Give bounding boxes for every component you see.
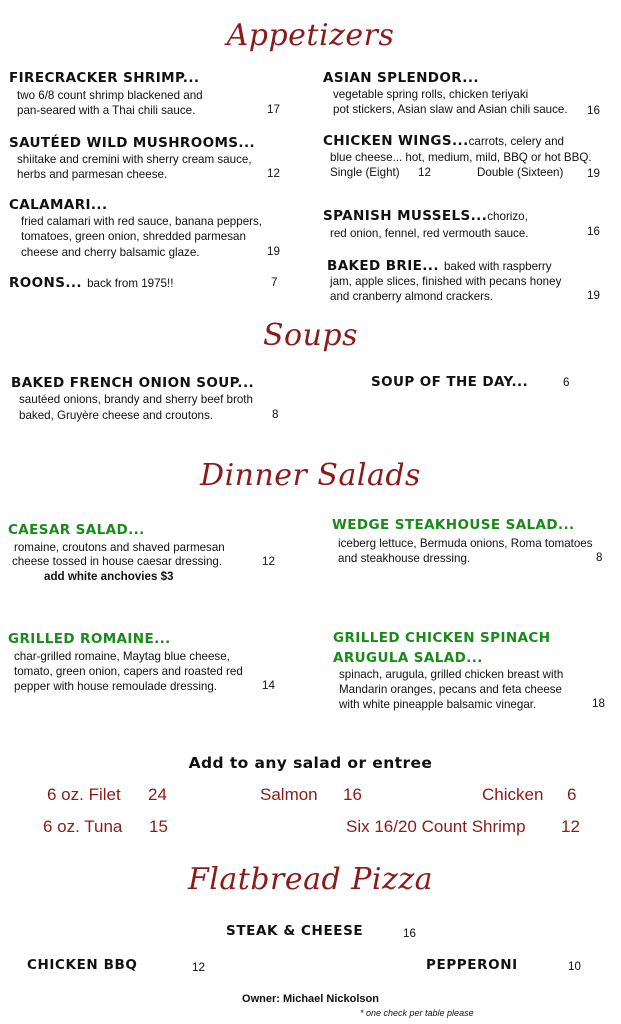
firecracker-shrimp-name: FIRECRACKER SHRIMP... <box>9 70 200 86</box>
soups-title: Soups <box>262 318 359 353</box>
calamari-name: CALAMARI... <box>9 197 108 213</box>
spanish-mussels-name <box>323 208 528 224</box>
calamari-price: 19 <box>267 245 280 258</box>
asian-splendor-desc-1: vegetable spring rolls, chicken teriyaki <box>333 88 529 101</box>
baked-brie-inline-desc: baked with raspberry <box>443 260 552 273</box>
grilled-romaine-desc-3: pepper with house remoulade dressing. <box>14 680 218 693</box>
addon-salmon: Salmon <box>260 785 318 804</box>
addon-filet: 6 oz. Filet <box>47 785 121 804</box>
addons-heading: Add to any salad or entree <box>188 754 433 772</box>
grilled-romaine-desc-2: tomato, green onion, capers and roasted red <box>14 665 243 678</box>
chicken-wings-single-price: 12 <box>418 166 431 179</box>
baked-brie-name <box>327 258 552 274</box>
roons-title: ROONS... <box>9 275 82 291</box>
owner-label: Owner <box>242 993 277 1005</box>
chicken-wings-title: CHICKEN WINGS... <box>323 133 469 149</box>
baked-brie-title: BAKED BRIE... <box>327 258 439 274</box>
addon-filet-price: 24 <box>148 785 167 804</box>
addon-chicken: Chicken <box>482 785 544 804</box>
chicken-spinach-salad-desc-1: spinach, arugula, grilled chicken breast with <box>339 668 564 681</box>
spanish-mussels-inline-desc: chorizo, <box>487 210 528 223</box>
check-note: * one check per table please <box>360 1008 474 1018</box>
dinner-salads-title: Dinner Salads <box>200 458 421 493</box>
grilled-romaine-price: 14 <box>262 679 275 692</box>
owner-line <box>0 993 621 1005</box>
french-onion-soup-price: 8 <box>272 408 279 421</box>
caesar-salad-price: 12 <box>262 555 275 568</box>
soup-of-the-day-name: SOUP OF THE DAY... <box>371 374 529 390</box>
chicken-wings-name <box>323 133 564 149</box>
french-onion-soup-name: BAKED FRENCH ONION SOUP... <box>11 375 255 391</box>
owner-name: : Michael Nickolson <box>276 993 379 1005</box>
pepperoni-pizza: PEPPERONI <box>426 957 518 973</box>
wedge-salad-desc-1: iceberg lettuce, Bermuda onions, Roma tomatoes <box>338 537 593 550</box>
chicken-bbq-pizza: CHICKEN BBQ <box>27 957 138 973</box>
chicken-spinach-salad-desc-3: with white pineapple balsamic vinegar. <box>339 698 537 711</box>
wedge-salad-price: 8 <box>596 551 603 564</box>
spanish-mussels-title: SPANISH MUSSELS... <box>323 208 488 224</box>
wild-mushrooms-desc-2: herbs and parmesan cheese. <box>17 168 168 181</box>
grilled-romaine-desc-1: char-grilled romaine, Maytag blue cheese, <box>14 650 230 663</box>
caesar-anchovies-addon: add white anchovies $3 <box>44 570 174 583</box>
chicken-wings-double: Double (Sixteen) <box>477 166 564 179</box>
chicken-wings-desc-2: blue cheese... hot, medium, mild, BBQ or hot BBQ. <box>330 151 592 164</box>
addon-shrimp: Six 16/20 Count Shrimp <box>346 817 526 836</box>
french-onion-soup-desc-2: baked, Gruyère cheese and croutons. <box>19 409 213 422</box>
asian-splendor-price: 16 <box>587 104 600 117</box>
firecracker-shrimp-desc-1: two 6/8 count shrimp blackened and <box>17 89 203 102</box>
calamari-desc-3: cheese and cherry balsamic glaze. <box>21 246 200 259</box>
addon-salmon-price: 16 <box>343 785 362 804</box>
calamari-desc-2: tomatoes, green onion, shredded parmesan <box>21 230 246 243</box>
spanish-mussels-price: 16 <box>587 225 600 238</box>
firecracker-shrimp-desc-2: pan-seared with a Thai chili sauce. <box>17 104 196 117</box>
baked-brie-price: 19 <box>587 289 600 302</box>
calamari-desc-1: fried calamari with red sauce, banana peppers, <box>21 215 263 228</box>
caesar-salad-desc-2: cheese tossed in house caesar dressing. <box>12 555 223 568</box>
chicken-wings-single: Single (Eight) <box>330 166 400 179</box>
chicken-spinach-salad-desc-2: Mandarin oranges, pecans and feta cheese <box>339 683 563 696</box>
steak-cheese-pizza: STEAK & CHEESE <box>226 923 364 939</box>
addon-tuna: 6 oz. Tuna <box>43 817 123 836</box>
addon-tuna-price: 15 <box>149 817 168 836</box>
pepperoni-price: 10 <box>568 960 581 973</box>
wild-mushrooms-price: 12 <box>267 167 280 180</box>
spanish-mussels-desc-2: red onion, fennel, red vermouth sauce. <box>330 227 529 240</box>
baked-brie-desc-3: and cranberry almond crackers. <box>330 290 494 303</box>
roons-name <box>9 275 173 291</box>
french-onion-soup-desc-1: sautéed onions, brandy and sherry beef broth <box>19 393 253 406</box>
grilled-romaine-name: GRILLED ROMAINE... <box>8 631 171 647</box>
chicken-wings-price: 19 <box>587 167 600 180</box>
chicken-spinach-salad-price: 18 <box>592 697 605 710</box>
caesar-salad-name: CAESAR SALAD... <box>8 522 145 538</box>
asian-splendor-name: ASIAN SPLENDOR... <box>323 70 479 86</box>
wild-mushrooms-desc-1: shiitake and cremini with sherry cream sauce, <box>17 153 252 166</box>
roons-desc: back from 1975!! <box>87 277 174 290</box>
baked-brie-desc-2: jam, apple slices, finished with pecans honey <box>330 275 562 288</box>
soup-of-the-day-price: 6 <box>563 376 570 389</box>
flatbread-pizza-title: Flatbread Pizza <box>187 862 434 897</box>
wild-mushrooms-name: SAUTÉED WILD MUSHROOMS... <box>9 135 256 151</box>
wedge-salad-desc-2: and steakhouse dressing. <box>338 552 471 565</box>
chicken-spinach-salad-name-2: ARUGULA SALAD... <box>333 650 483 666</box>
steak-cheese-price: 16 <box>403 927 416 940</box>
chicken-wings-inline-desc: carrots, celery and <box>468 135 564 148</box>
roons-price: 7 <box>271 276 278 289</box>
appetizers-title: Appetizers <box>226 18 395 53</box>
chicken-bbq-price: 12 <box>192 961 205 974</box>
chicken-spinach-salad-name-1: GRILLED CHICKEN SPINACH <box>333 630 551 646</box>
wedge-salad-name: WEDGE STEAKHOUSE SALAD... <box>332 517 575 533</box>
asian-splendor-desc-2: pot stickers, Asian slaw and Asian chili sauce. <box>333 103 568 116</box>
addon-shrimp-price: 12 <box>561 817 580 836</box>
addon-chicken-price: 6 <box>567 785 577 804</box>
caesar-salad-desc-1: romaine, croutons and shaved parmesan <box>14 541 225 554</box>
firecracker-shrimp-price: 17 <box>267 103 280 116</box>
